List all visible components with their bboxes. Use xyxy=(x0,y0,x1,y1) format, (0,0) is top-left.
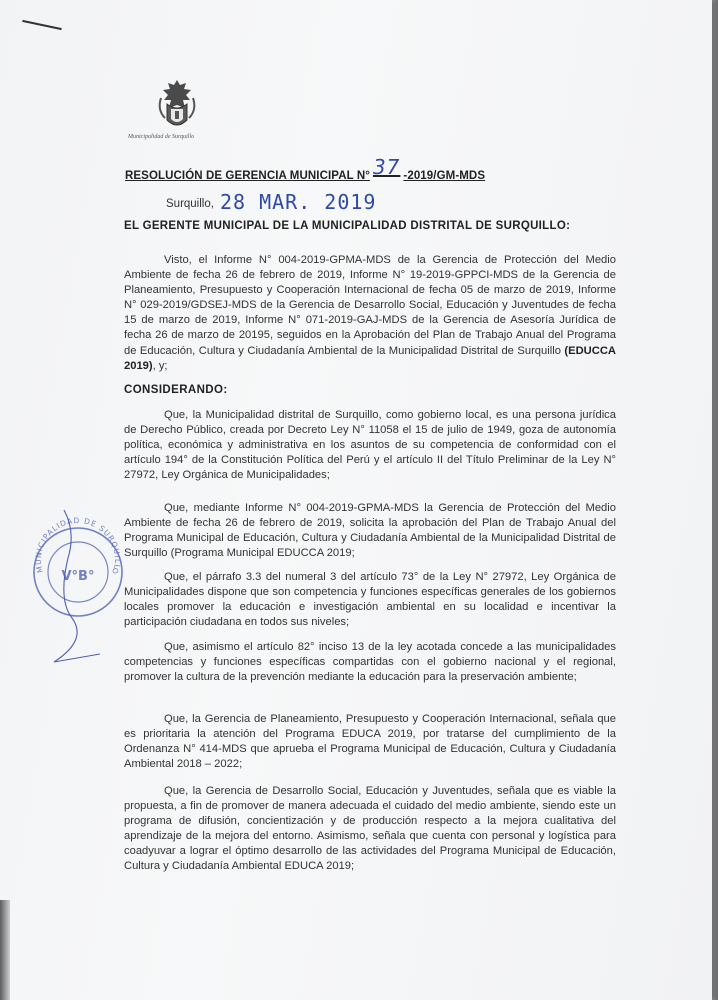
considerando-paragraph-6: Que, la Gerencia de Desarrollo Social, Educación y Juventudes, señala que es viable la propuesta, a fin de promover de manera adecuada el cuidado del medio ambiente, siendo este un programa de difusión, concientización y de producción respecto a la mejora cualitativa del aprendizaje de la mejora del entorno. Asimismo, señala que cuenta con personal y logística para coadyuvar a lograr el óptimo desarrollo de las actividades del Programa Municipal de Educación, Cultura y Ciudadanía Ambiental EDUCA 2019; xyxy=(124,785,616,873)
coat-of-arms-icon xyxy=(155,78,199,130)
seal-ring-text: MUNICIPALIDAD DE SURQUILLO xyxy=(33,515,123,577)
resolution-number-handwritten: 37 xyxy=(372,155,401,179)
considerando-paragraph-2: Que, mediante Informe N° 004-2019-GPMA-MDS la Gerencia de Protección del Medio Ambiente de fecha 26 de febrero de 2019, solicita la aprobación del Plan de Trabajo Anual del Programa Municipal de Educación, Cultura y Ciudadanía Ambiental de la Municipalidad Distrital de Surquillo (Programa Municipal EDUCCA 2019; xyxy=(124,502,616,560)
date-line xyxy=(166,188,376,212)
visto-text: Visto, el Informe N° 004-2019-GPMA-MDS de la Gerencia de Protección del Medio Ambiente de fecha 26 de febrero de 2019, Informe N° 19-2019-GPPCI-MDS de la Gerencia de Planeamiento, Presupuesto y Cooperación Internacional de fecha 05 de marzo de 2019, Informe N° 029-2019/GDSEJ-MDS de la Gerencia de Desarrollo Social, Educación y Juventudes de fecha 15 de marzo de 2019, Informe N° 071-2019-GAJ-MDS de la Gerencia de Asesoría Jurídica de fecha 26 de marzo de 20195, seguidos en la Aprobación del Plan de Trabajo Anual del Programa de Educación, Cultura y Ciudadanía Ambiental de la Municipalidad Distrital de Surquillo xyxy=(124,254,616,357)
visto-paragraph xyxy=(124,253,616,374)
resolution-title xyxy=(125,155,486,184)
visto-bold: (EDUCCA 2019) xyxy=(124,344,616,372)
date-stamp: 28 MAR. 2019 xyxy=(219,190,377,214)
considerando-paragraph-5: Que, la Gerencia de Planeamiento, Presupuesto y Cooperación Internacional, señala que es prioritaria la atención del Programa EDUCA 2019, por tratarse del cumplimiento de la Ordenanza N° 414-MDS que aprueba el Programa Municipal de Educación, Cultura y Ciudadanía Ambiental 2018 – 2022; xyxy=(124,713,616,771)
page-corner-shadow xyxy=(0,900,10,1000)
official-seal-stamp xyxy=(28,510,128,670)
visto-tail: , y; xyxy=(152,359,168,372)
date-place: Surquillo, xyxy=(166,198,214,210)
considerando-paragraph-1: Que, la Municipalidad distrital de Surquillo, como gobierno local, es una persona jurídica de Derecho Público, creada por Decreto Ley N° 11058 el 15 de julio de 1949, goza de autonomía política, económica y administrativa en los asuntos de su competencia de conformidad con el artículo 194° de la Constitución Política del Perú y el artículo II del Título Preliminar de la Ley N° 27972, Ley Orgánica de Municipalidades; xyxy=(124,409,616,482)
seal-center-text: V°B° xyxy=(61,569,95,584)
resolution-suffix: -2019/GM-MDS xyxy=(403,170,486,182)
resolution-prefix: RESOLUCIÓN DE GERENCIA MUNICIPAL N° xyxy=(125,170,370,182)
considerando-paragraph-4: Que, asimismo el artículo 82° inciso 13 de la ley acotada concede a las municipalidades competencias y funciones específicas compartidas con el gobierno nacional y el regional, promover la cultura de la prevención mediante la educación para la preservación ambiente; xyxy=(124,641,616,684)
svg-text:MUNICIPALIDAD DE SURQUILLO xyxy=(34,516,122,576)
considerando-paragraph-3: Que, el párrafo 3.3 del numeral 3 del artículo 73° de la Ley N° 27972, Ley Orgánica de Municipalidades dispone que son competencia y funciones específicas generales de los gobiernos locales promover la educación e investigación ambiental en su localidad e incentivar la participación ciudadana en todos sus niveles; xyxy=(124,571,616,629)
considerando-heading: CONSIDERANDO: xyxy=(124,384,228,396)
pen-mark xyxy=(22,20,62,30)
document-heading: EL GERENTE MUNICIPAL DE LA MUNICIPALIDAD DISTRITAL DE SURQUILLO: xyxy=(124,220,571,232)
crest-caption: Municipalidad de Surquillo xyxy=(128,134,195,140)
